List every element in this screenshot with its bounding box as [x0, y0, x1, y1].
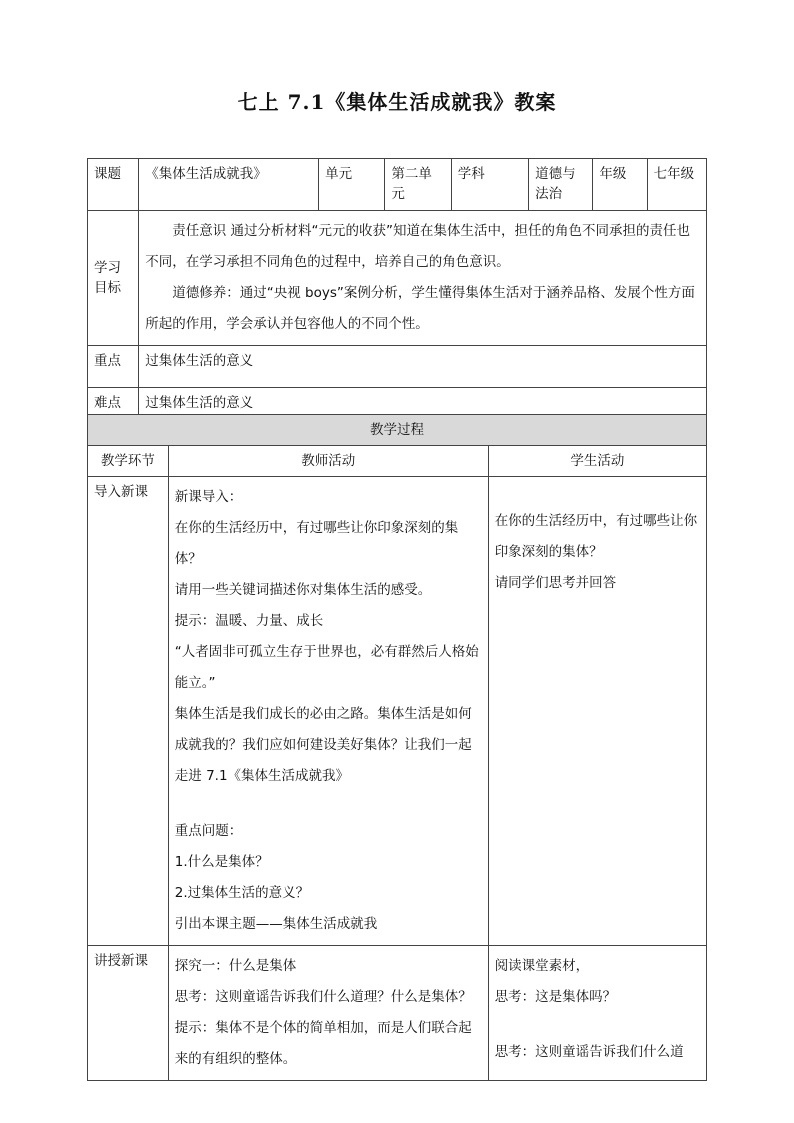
objectives-content	[139, 211, 707, 346]
stage-new-lesson: 讲授新课	[88, 946, 169, 1081]
process-header: 教学过程	[88, 415, 707, 446]
lesson-info-table	[87, 158, 707, 420]
stage-intro: 导入新课	[88, 477, 169, 946]
student-line: 思考：这是集体吗？	[494, 989, 617, 1005]
teacher-line: 集体生活是我们成长的必由之路。集体生活是如何成就我的？我们应如何建设美好集体？让我们一起走进 7.1《集体生活成就我》	[174, 706, 472, 784]
difficulty-value: 过集体生活的意义	[139, 388, 707, 420]
grade-label: 年级	[593, 159, 647, 211]
grade-value: 七年级	[647, 159, 706, 211]
objective-responsibility: 责任意识 通过分析材料“元元的收获”知道在集体生活中，担任的角色不同承担的责任也不同，在学习承担不同角色的过程中，培养自己的角色意识。	[145, 223, 691, 270]
key-point-value: 过集体生活的意义	[139, 346, 707, 388]
process-columns-row	[88, 446, 707, 477]
teacher-blank-line	[175, 792, 482, 816]
unit-value: 第二单元	[385, 159, 451, 211]
objective-morality: 道德修养：通过“央视 boys”案例分析，学生懂得集体生活对于涵养品格、发展个性方面所起的作用，学会承认并包容他人的不同个性。	[145, 285, 695, 332]
process-header-row	[88, 415, 707, 446]
difficulty-label: 难点	[88, 388, 139, 420]
topic-value: 《集体生活成就我》	[139, 159, 319, 211]
objectives-row	[88, 211, 707, 346]
column-student: 学生活动	[488, 446, 706, 477]
process-table	[87, 414, 707, 1081]
teacher-line: 请用一些关键词描述你对集体生活的感受。	[174, 582, 432, 598]
student-activity-new-lesson	[488, 946, 706, 1081]
unit-label: 单元	[319, 159, 385, 211]
subject-value: 道德与法治	[529, 159, 593, 211]
teacher-line: 1.什么是集体？	[174, 854, 269, 870]
student-blank-line	[495, 1013, 700, 1037]
student-line: 请同学们思考并回答	[494, 575, 617, 591]
student-activity-intro	[488, 477, 706, 946]
key-point-label: 重点	[88, 346, 139, 388]
column-teacher: 教师活动	[168, 446, 488, 477]
process-row-new-lesson	[88, 946, 707, 1081]
info-row	[88, 159, 707, 211]
page-title: 七上 7.1《集体生活成就我》教案	[237, 90, 557, 114]
teacher-line: 2.过集体生活的意义？	[174, 885, 310, 901]
process-row-intro	[88, 477, 707, 946]
teacher-line: 提示：集体不是个体的简单相加，而是人们联合起来的有组织的整体。	[174, 1020, 472, 1067]
teacher-line: 探究一：什么是集体	[174, 958, 297, 974]
teacher-line: 新课导入：	[174, 489, 243, 505]
teacher-line: 引出本课主题——集体生活成就我	[174, 916, 378, 932]
teacher-line: 重点问题：	[174, 823, 243, 839]
column-stage: 教学环节	[88, 446, 169, 477]
student-line: 在你的生活经历中，有过哪些让你印象深刻的集体？	[494, 513, 698, 560]
teacher-line: 思考：这则童谣告诉我们什么道理？什么是集体？	[174, 989, 472, 1005]
subject-label: 学科	[451, 159, 528, 211]
topic-label: 课题	[88, 159, 139, 211]
objectives-label: 学习目标	[88, 211, 139, 346]
teacher-activity-intro	[168, 477, 488, 946]
teacher-line: 提示：温暖、力量、成长	[174, 613, 324, 629]
key-point-row	[88, 346, 707, 388]
teacher-activity-new-lesson	[168, 946, 488, 1081]
teacher-line: 在你的生活经历中，有过哪些让你印象深刻的集体？	[174, 520, 459, 567]
teacher-line: “人者固非可孤立生存于世界也，必有群然后人格始能立。”	[174, 644, 479, 691]
student-line: 阅读课堂素材，	[494, 958, 590, 974]
student-blank-line	[495, 482, 700, 506]
student-line: 思考：这则童谣告诉我们什么道	[494, 1044, 684, 1060]
